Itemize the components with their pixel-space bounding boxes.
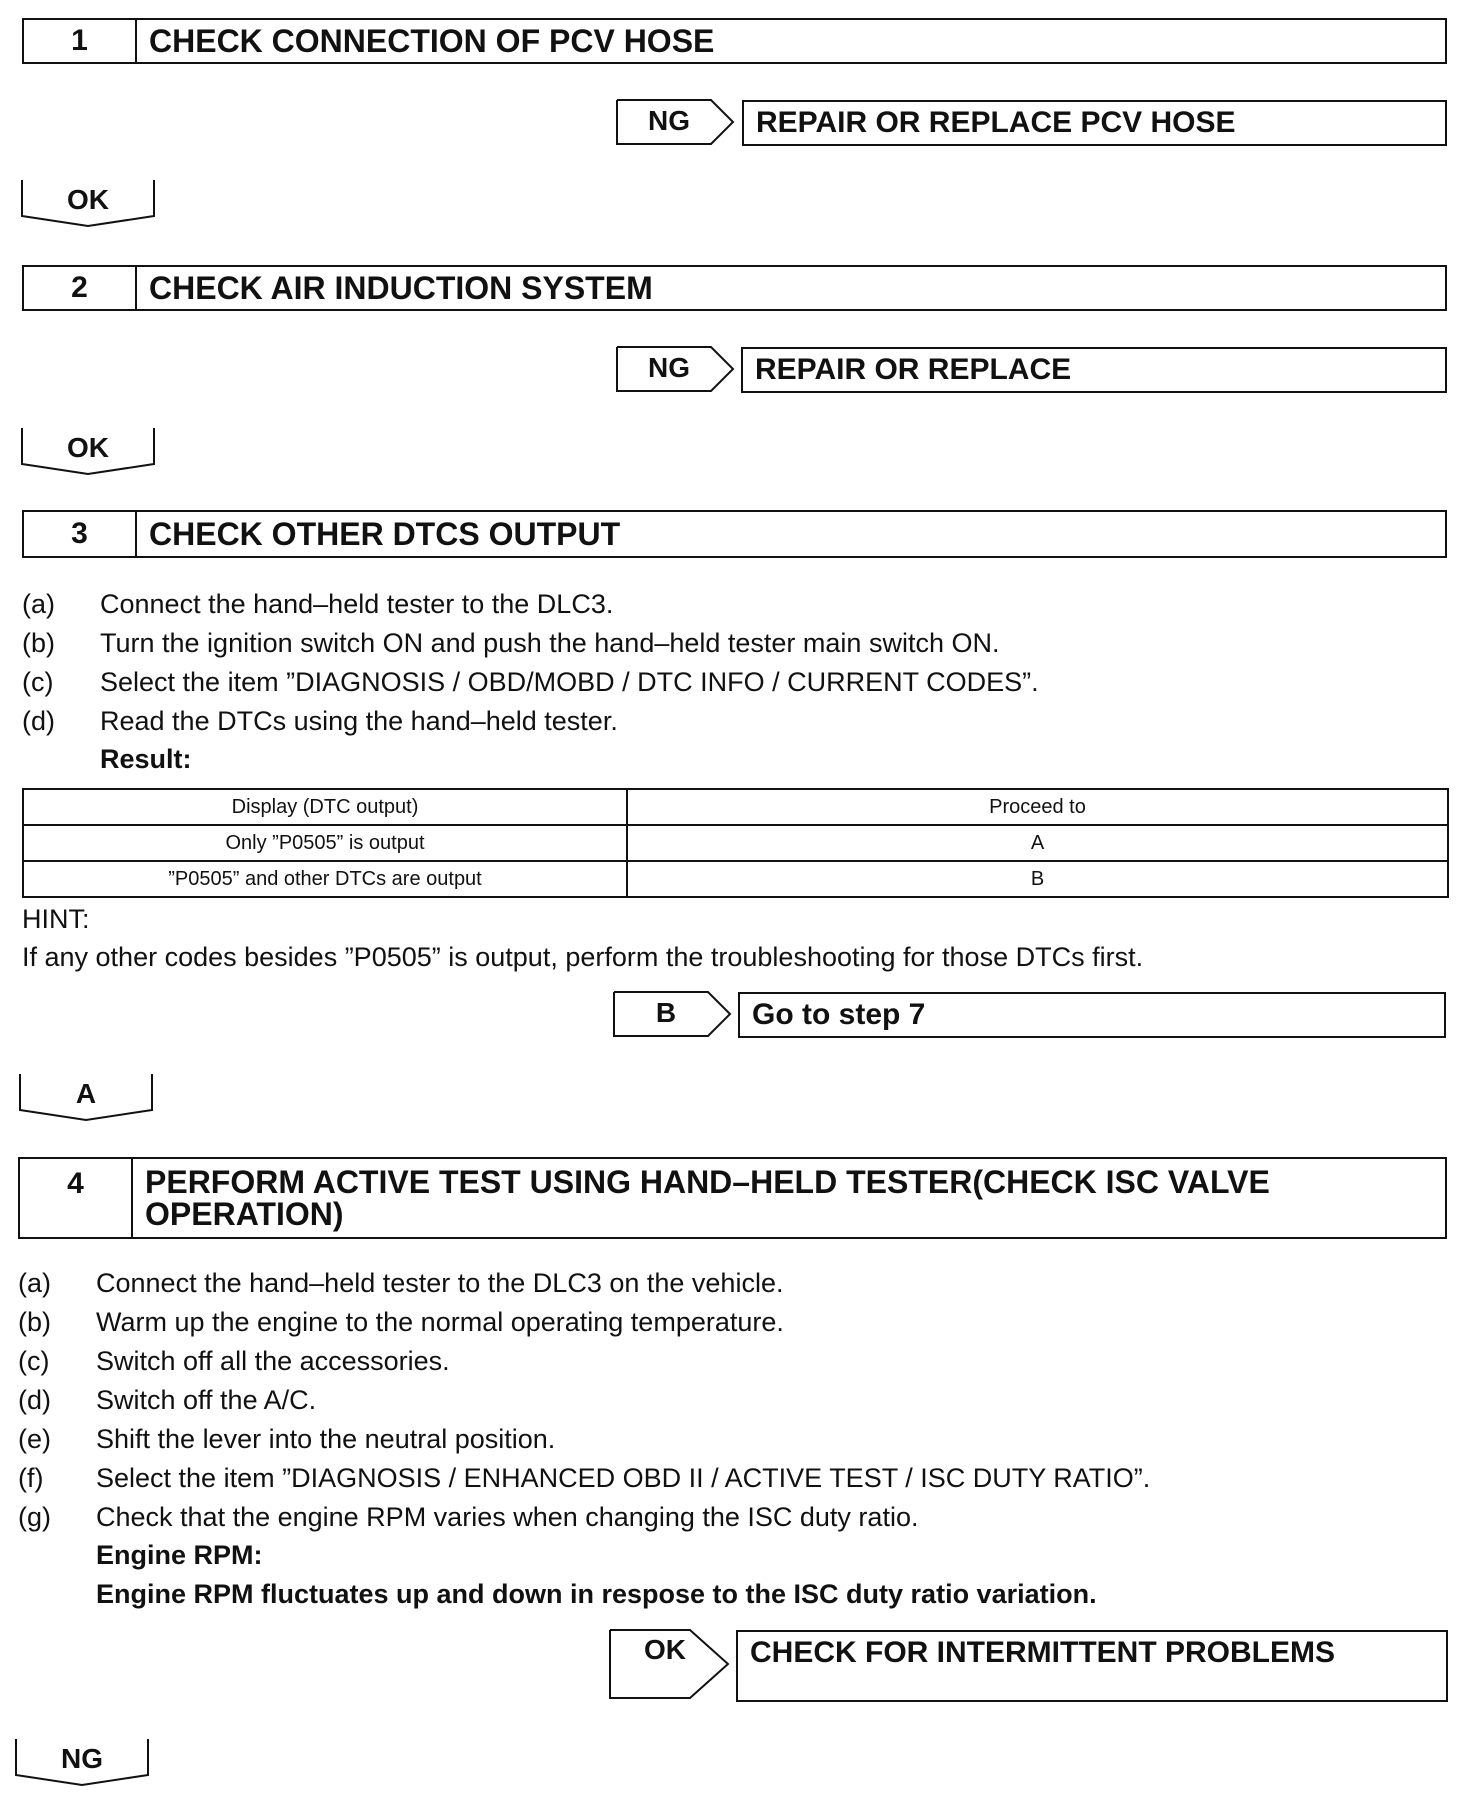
ok-label: OK bbox=[644, 1634, 686, 1665]
spec-text: Engine RPM fluctuates up and down in respose to the ISC duty ratio variation. bbox=[96, 1579, 1097, 1609]
step-number: 1 bbox=[24, 20, 137, 62]
ng-label: NG bbox=[61, 1743, 103, 1774]
list-item: (d) Read the DTCs using the hand–held tester. bbox=[22, 706, 618, 736]
ng-label: NG bbox=[648, 352, 690, 383]
step-title: CHECK CONNECTION OF PCV HOSE bbox=[149, 23, 715, 59]
ng-action-box: REPAIR OR REPLACE bbox=[741, 347, 1447, 393]
ok-label: OK bbox=[67, 184, 109, 215]
table-row bbox=[23, 825, 1448, 861]
table-cell: ”P0505” and other DTCs are output bbox=[23, 861, 627, 897]
hint-label: HINT: bbox=[22, 904, 90, 934]
table-cell: B bbox=[627, 861, 1448, 897]
step-4-header bbox=[18, 1157, 1447, 1239]
list-item: (g) Check that the engine RPM varies when changing the ISC duty ratio. bbox=[18, 1502, 919, 1532]
list-item: (c) Select the item ”DIAGNOSIS / OBD/MOBD / DTC INFO / CURRENT CODES”. bbox=[22, 667, 1039, 697]
a-label: A bbox=[75, 1078, 97, 1109]
table-row bbox=[23, 861, 1448, 897]
list-item: (b) Turn the ignition switch ON and push the hand–held tester main switch ON. bbox=[22, 628, 1000, 658]
ok-label: OK bbox=[67, 432, 109, 463]
ok-action-box: CHECK FOR INTERMITTENT PROBLEMS bbox=[736, 1630, 1448, 1702]
result-label: Result: bbox=[100, 744, 192, 774]
step-4-instructions bbox=[18, 1264, 1150, 1537]
step-3-instructions bbox=[22, 585, 1039, 741]
list-item: (a) Connect the hand–held tester to the DLC3. bbox=[22, 589, 614, 619]
step-title-line: PERFORM ACTIVE TEST USING HAND–HELD TESTER(CHECK ISC VALVE bbox=[145, 1164, 1270, 1200]
hint-text: If any other codes besides ”P0505” is output, perform the troubleshooting for those DTCs first. bbox=[22, 942, 1144, 972]
list-item: (d) Switch off the A/C. bbox=[18, 1385, 317, 1415]
ng-label: NG bbox=[648, 105, 690, 136]
table-cell: Only ”P0505” is output bbox=[23, 825, 627, 861]
table-header: Display (DTC output) bbox=[23, 789, 627, 825]
step-title: CHECK AIR INDUCTION SYSTEM bbox=[149, 270, 653, 306]
ng-action-box: REPAIR OR REPLACE PCV HOSE bbox=[742, 100, 1447, 146]
step-title bbox=[133, 1159, 1445, 1237]
step-title-line: OPERATION) bbox=[145, 1196, 344, 1232]
list-item: (f) Select the item ”DIAGNOSIS / ENHANCED OBD II / ACTIVE TEST / ISC DUTY RATIO”. bbox=[18, 1463, 1151, 1493]
step-1-header bbox=[22, 18, 1447, 64]
step-2-header bbox=[22, 265, 1447, 311]
list-item: (e) Shift the lever into the neutral position. bbox=[18, 1424, 556, 1454]
table-cell: A bbox=[627, 825, 1448, 861]
step-number: 4 bbox=[20, 1159, 133, 1237]
list-item: (b) Warm up the engine to the normal operating temperature. bbox=[18, 1307, 784, 1337]
step-3-header bbox=[22, 510, 1447, 558]
list-item: (c) Switch off all the accessories. bbox=[18, 1346, 450, 1376]
spec-label: Engine RPM: bbox=[96, 1540, 263, 1570]
table-header-row bbox=[23, 789, 1448, 825]
table-header: Proceed to bbox=[627, 789, 1448, 825]
b-label: B bbox=[655, 997, 677, 1028]
list-item: (a) Connect the hand–held tester to the DLC3 on the vehicle. bbox=[18, 1268, 784, 1298]
step-number: 2 bbox=[24, 267, 137, 309]
step-number: 3 bbox=[24, 512, 137, 556]
b-action-box: Go to step 7 bbox=[738, 992, 1446, 1038]
step-title: CHECK OTHER DTCS OUTPUT bbox=[149, 516, 621, 552]
dtc-result-table bbox=[22, 788, 1449, 898]
